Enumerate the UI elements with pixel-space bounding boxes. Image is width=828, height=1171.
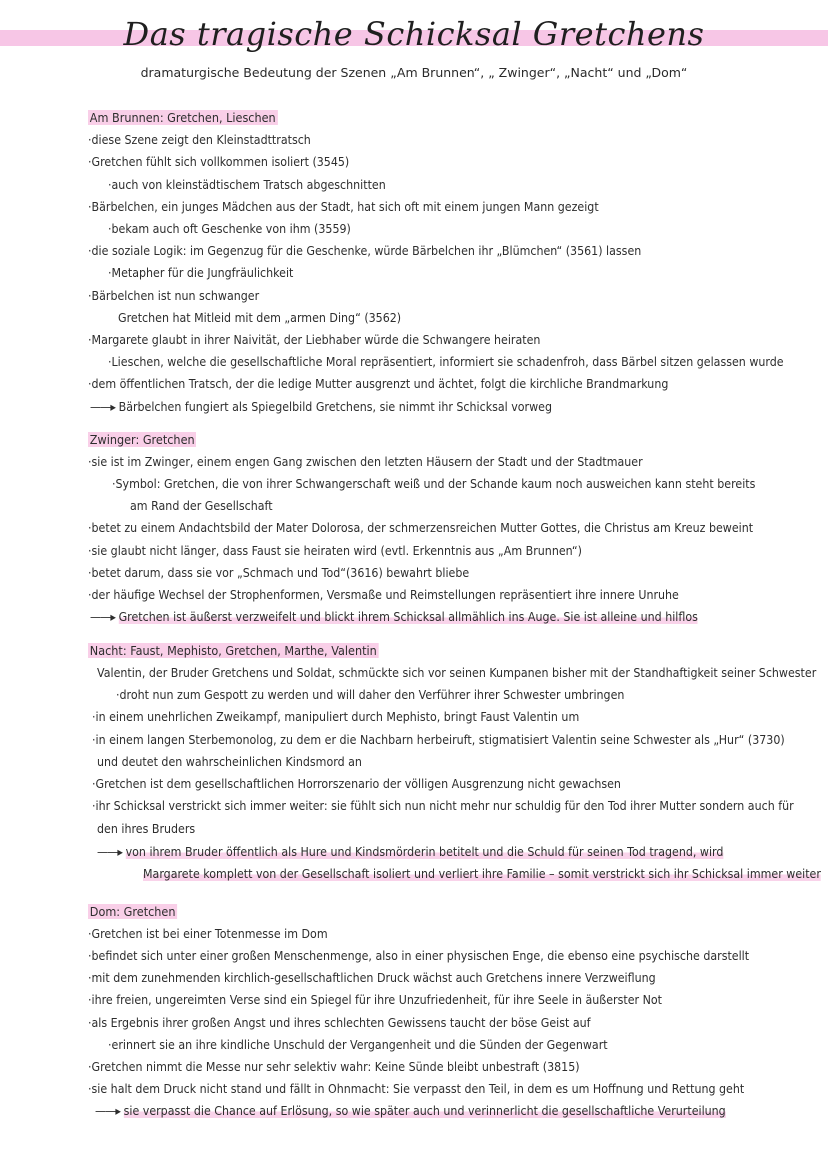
section-heading-zwinger: Zwinger: Gretchen [89, 432, 195, 447]
note-line: ·Gretchen nimmt die Messe nur sehr selektiv wahr: Keine Sünde bleibt unbestraft (3815) [88, 1060, 580, 1074]
note-line: ·Bärbelchen ist nun schwanger [88, 289, 260, 303]
note-line: ·mit dem zunehmenden kirchlich-gesellschaftlichen Druck wächst auch Gretchens innere Verzweiflung [88, 971, 656, 985]
conclusion-line: ——▸ Bärbelchen fungiert als Spiegelbild Gretchens, sie nimmt ihr Schicksal vorweg [90, 400, 553, 414]
note-line: ·bekam auch oft Geschenke von ihm (3559) [108, 222, 351, 236]
section-heading-dom: Dom: Gretchen [89, 904, 176, 919]
note-line: ·erinnert sie an ihre kindliche Unschuld der Vergangenheit und die Sünden der Gegenwart [108, 1038, 608, 1052]
section-heading-nacht: Nacht: Faust, Mephisto, Gretchen, Marthe, Valentin [89, 643, 377, 658]
note-line: ·Symbol: Gretchen, die von ihrer Schwangerschaft weiß und der Schande kaum noch ausweichen kann steht bereits [112, 477, 756, 491]
conclusion-line: ——▸ sie verpasst die Chance auf Erlösung, so wie später auch und verinnerlicht die gesellschaftliche Verurteilung [95, 1104, 726, 1118]
right-arrow-icon: ——▸ [97, 845, 123, 859]
section-heading-brunnen: Am Brunnen: Gretchen, Lieschen [89, 110, 276, 125]
page-subtitle: dramaturgische Bedeutung der Szenen „Am Brunnen“, „ Zwinger“, „Nacht“ und „Dom“ [140, 65, 688, 80]
note-line: und deutet den wahrscheinlichen Kindsmord an [97, 755, 362, 769]
note-line: ·in einem langen Sterbemonolog, zu dem er die Nachbarn herbeiruft, stigmatisiert Valentin seine Schwester als „Hur“ (3730) [92, 733, 785, 747]
note-line: ·sie glaubt nicht länger, dass Faust sie heiraten wird (evtl. Erkenntnis aus „Am Brunnen“) [88, 544, 582, 558]
note-line: ·als Ergebnis ihrer großen Angst und ihres schlechten Gewissens taucht der böse Geist auf [88, 1016, 591, 1030]
page-title: Das tragische Schicksal Gretchens [123, 15, 705, 53]
note-line: ·ihre freien, ungereimten Verse sind ein Spiegel für ihre Unzufriedenheit, für ihre Seele in äußerster Not [88, 993, 662, 1007]
right-arrow-icon: ——▸ [90, 610, 116, 624]
note-line: ·sie halt dem Druck nicht stand und fällt in Ohnmacht: Sie verpasst den Teil, in dem es um Hoffnung und Rettung geht [88, 1082, 745, 1096]
note-line: ·ihr Schicksal verstrickt sich immer weiter: sie fühlt sich nun nicht mehr nur schuldig für den Tod ihrer Mutter sondern auch für [92, 799, 794, 813]
note-line: ·befindet sich unter einer großen Menschenmenge, also in einer physischen Enge, die ebenso eine psychische darstellt [88, 949, 750, 963]
right-arrow-icon: ——▸ [95, 1104, 121, 1118]
note-line: ·Gretchen ist bei einer Totenmesse im Dom [88, 927, 328, 941]
note-line: ·sie ist im Zwinger, einem engen Gang zwischen den letzten Häusern der Stadt und der Stadtmauer [88, 455, 643, 469]
right-arrow-icon: ——▸ [90, 400, 116, 414]
note-line: ·der häufige Wechsel der Strophenformen, Versmaße und Reimstellungen repräsentiert ihre innere Unruhe [88, 588, 679, 602]
note-line: ·Metapher für die Jungfräulichkeit [108, 266, 294, 280]
note-line: ·in einem unehrlichen Zweikampf, manipuliert durch Mephisto, bringt Faust Valentin um [92, 710, 580, 724]
note-line: ·betet zu einem Andachtsbild der Mater Dolorosa, der schmerzensreichen Mutter Gottes, die Christus am Kreuz beweint [88, 521, 754, 535]
note-line: ·Gretchen ist dem gesellschaftlichen Horrorszenario der völligen Ausgrenzung nicht gewachsen [92, 777, 621, 791]
note-line: ·betet darum, dass sie vor „Schmach und Tod“(3616) bewahrt bliebe [88, 566, 470, 580]
note-line: ·dem öffentlichen Tratsch, der die ledige Mutter ausgrenzt und ächtet, folgt die kirchliche Brandmarkung [88, 377, 669, 391]
note-line: ·auch von kleinstädtischem Tratsch abgeschnitten [108, 178, 386, 192]
note-line: ·droht nun zum Gespott zu werden und will daher den Verführer ihrer Schwester umbringen [116, 688, 625, 702]
conclusion-line: ——▸ Gretchen ist äußerst verzweifelt und blickt ihrem Schicksal allmählich ins Auge. Sie ist alleine und hilflos [90, 610, 698, 624]
conclusion-line: Margarete komplett von der Gesellschaft isoliert und verliert ihre Familie – somit verstrickt sich ihr Schicksal immer weiter [143, 867, 821, 881]
note-line: ·diese Szene zeigt den Kleinstadttratsch [88, 133, 311, 147]
note-line: am Rand der Gesellschaft [130, 499, 273, 513]
conclusion-line: ——▸ von ihrem Bruder öffentlich als Hure und Kindsmörderin betitelt und die Schuld für seinen Tod tragend, wird [97, 845, 724, 859]
note-line: ·Lieschen, welche die gesellschaftliche Moral repräsentiert, informiert sie schadenfroh, dass Bärbel sitzen gelassen wurde [108, 355, 784, 369]
note-line: Valentin, der Bruder Gretchens und Soldat, schmückte sich vor seinen Kumpanen bisher mit der Standhaftigkeit seiner Schwester [97, 666, 817, 680]
note-line: ·Gretchen fühlt sich vollkommen isoliert (3545) [88, 155, 350, 169]
note-line: ·Margarete glaubt in ihrer Naivität, der Liebhaber würde die Schwangere heiraten [88, 333, 541, 347]
note-line: ·die soziale Logik: im Gegenzug für die Geschenke, würde Bärbelchen ihr „Blümchen“ (3561) lassen [88, 244, 642, 258]
note-line: Gretchen hat Mitleid mit dem „armen Ding“ (3562) [118, 311, 402, 325]
note-line: ·Bärbelchen, ein junges Mädchen aus der Stadt, hat sich oft mit einem jungen Mann gezeigt [88, 200, 599, 214]
note-line: den ihres Bruders [97, 822, 196, 836]
